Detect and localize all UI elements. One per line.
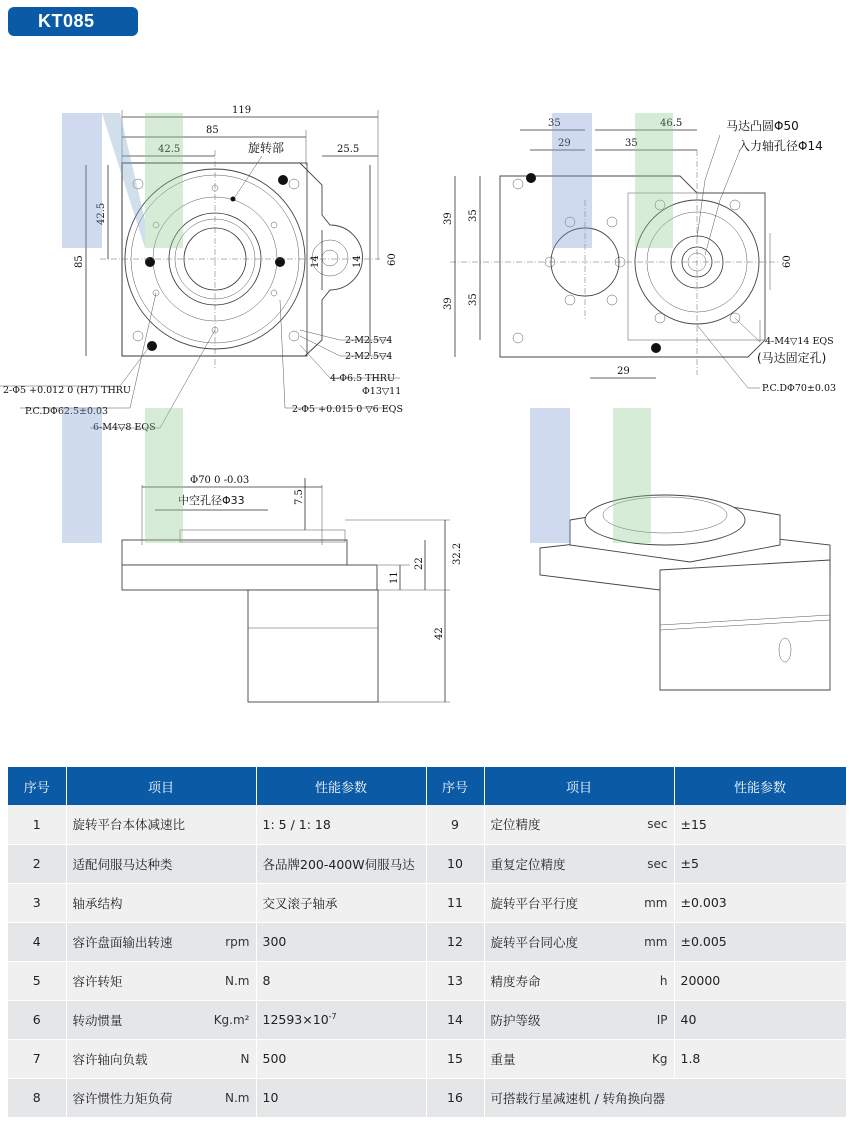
col-header-no-2: 序号 xyxy=(426,767,484,805)
row-value: 各品牌200-400W伺服马达 xyxy=(256,844,426,883)
label-rotary-part: 旋转部 xyxy=(248,141,285,155)
table-row xyxy=(8,1000,846,1039)
dim-35-top: 35 xyxy=(548,118,561,129)
dim-60: 60 xyxy=(387,253,398,266)
table-row xyxy=(8,883,846,922)
dim-42-5-v: 42.5 xyxy=(96,202,107,225)
dim-25-5: 25.5 xyxy=(337,144,360,155)
col-header-param-1: 性能参数 xyxy=(256,767,426,805)
col-header-item-1: 项目 xyxy=(66,767,256,805)
note-6-5-thru: 4-Φ6.5 THRU xyxy=(330,373,395,384)
row-item xyxy=(66,1000,256,1039)
item-unit: N.m xyxy=(225,973,250,988)
item-label: 容许惯性力矩负荷 xyxy=(72,1090,173,1106)
dim-35-a: 35 xyxy=(468,209,479,222)
dim-35-mid: 35 xyxy=(625,138,638,149)
table-row xyxy=(8,844,846,883)
dim-14-b: 14 xyxy=(352,255,363,268)
note-m4-14-eqs: 4-M4▽14 EQS xyxy=(765,336,834,347)
row-no: 16 xyxy=(426,1078,484,1117)
model-badge: KT085 xyxy=(8,7,138,36)
note-m2-5-b: 2-M2.5▽4 xyxy=(345,351,393,362)
inertia-exponent: -7 xyxy=(328,1011,337,1021)
item-unit: N.m xyxy=(225,1090,250,1105)
row-value: 1: 5 / 1: 18 xyxy=(256,805,426,844)
item-label: 轴承结构 xyxy=(72,895,123,911)
dim-22: 22 xyxy=(414,557,425,570)
item-unit: rpm xyxy=(225,934,250,949)
row-no: 3 xyxy=(8,883,66,922)
row-item xyxy=(66,1078,256,1117)
dim-32-2: 32.2 xyxy=(452,542,463,565)
table-row xyxy=(8,922,846,961)
row-no: 8 xyxy=(8,1078,66,1117)
item-label: 转动惯量 xyxy=(72,1012,123,1028)
row-no: 1 xyxy=(8,805,66,844)
inertia-value: 12593×10 xyxy=(262,1012,329,1028)
table-row xyxy=(8,805,846,844)
row-no: 6 xyxy=(8,1000,66,1039)
side-view xyxy=(443,118,836,394)
row-item xyxy=(484,1000,674,1039)
row-value: ±0.003 xyxy=(674,883,846,922)
item-unit: Kg xyxy=(652,1051,668,1066)
item-label: 旋转平台同心度 xyxy=(490,934,579,950)
table-row xyxy=(8,1078,846,1117)
dim-14-a: 14 xyxy=(310,255,321,268)
row-item xyxy=(484,961,674,1000)
dim-42-5: 42.5 xyxy=(158,144,181,155)
item-label: 容许盘面输出转速 xyxy=(72,934,173,950)
table-row xyxy=(8,961,846,1000)
dim-phi70: Φ70 0 -0.03 xyxy=(190,475,250,486)
row-value: 20000 xyxy=(674,961,846,1000)
front-view xyxy=(122,475,463,702)
col-header-param-2: 性能参数 xyxy=(674,767,846,805)
note-13-deep: Φ13▽11 xyxy=(362,386,402,397)
row-value: 500 xyxy=(256,1039,426,1078)
row-no: 2 xyxy=(8,844,66,883)
row-item xyxy=(484,1078,846,1117)
dim-29-top: 29 xyxy=(558,138,571,149)
row-value: 10 xyxy=(256,1078,426,1117)
row-item xyxy=(66,844,256,883)
item-unit: IP xyxy=(656,1012,668,1027)
col-header-item-2: 项目 xyxy=(484,767,674,805)
row-no: 9 xyxy=(426,805,484,844)
item-label: 重复定位精度 xyxy=(490,856,566,872)
row-no: 7 xyxy=(8,1039,66,1078)
row-no: 11 xyxy=(426,883,484,922)
table-header-row xyxy=(8,767,846,805)
row-no: 14 xyxy=(426,1000,484,1039)
spec-table xyxy=(8,767,847,1118)
top-view xyxy=(0,105,403,433)
item-label: 旋转平台本体减速比 xyxy=(72,817,186,833)
row-value: 1.8 xyxy=(674,1039,846,1078)
dim-39-b: 39 xyxy=(443,297,454,310)
item-label: 重量 xyxy=(490,1051,516,1067)
dim-85: 85 xyxy=(206,125,219,136)
item-label: 容许转矩 xyxy=(72,973,123,989)
row-value: 交叉滚子轴承 xyxy=(256,883,426,922)
row-value: 8 xyxy=(256,961,426,1000)
row-value xyxy=(256,1000,426,1039)
dim-29-bottom: 29 xyxy=(617,366,630,377)
note-dowel-thru: 2-Φ5 +0.012 0 (H7) THRU xyxy=(3,385,131,396)
table-row xyxy=(8,1039,846,1078)
row-no: 4 xyxy=(8,922,66,961)
row-no: 15 xyxy=(426,1039,484,1078)
row-item xyxy=(484,1039,674,1078)
item-label: 定位精度 xyxy=(490,817,541,833)
row-item xyxy=(484,844,674,883)
note-pcd-62-5: P.C.DΦ62.5±0.03 xyxy=(25,406,109,417)
note-pcd-70: P.C.DΦ70±0.03 xyxy=(762,383,837,394)
row-item xyxy=(66,961,256,1000)
dim-60-square: 60 xyxy=(782,255,793,268)
isometric-view xyxy=(540,495,830,690)
item-label: 容许轴向负载 xyxy=(72,1051,148,1067)
item-unit: mm xyxy=(644,895,668,910)
note-m4-eqs: 6-M4▽8 EQS xyxy=(93,422,156,433)
dim-85-v: 85 xyxy=(74,255,85,268)
row-item xyxy=(66,922,256,961)
callout-input-bore: 入力轴孔径Φ14 xyxy=(738,139,823,153)
row-value: 40 xyxy=(674,1000,846,1039)
row-item xyxy=(484,883,674,922)
dim-42: 42 xyxy=(434,627,445,640)
row-value: ±5 xyxy=(674,844,846,883)
item-unit: sec xyxy=(647,817,668,832)
item-unit: N xyxy=(240,1051,250,1066)
item-unit: h xyxy=(659,973,668,988)
dim-119: 119 xyxy=(232,105,252,116)
row-item xyxy=(484,922,674,961)
dim-hollow-33: 中空孔径Φ33 xyxy=(178,494,245,507)
row-value: ±15 xyxy=(674,805,846,844)
row-no: 10 xyxy=(426,844,484,883)
row-no: 12 xyxy=(426,922,484,961)
dim-35-b: 35 xyxy=(468,293,479,306)
item-label: 旋转平台平行度 xyxy=(490,895,579,911)
col-header-no-1: 序号 xyxy=(8,767,66,805)
note-motor-fix-holes: (马达固定孔) xyxy=(757,351,827,365)
dim-39-a: 39 xyxy=(443,212,454,225)
row-item xyxy=(484,805,674,844)
item-label: 精度寿命 xyxy=(490,973,541,989)
row-value: 300 xyxy=(256,922,426,961)
row-no: 13 xyxy=(426,961,484,1000)
item-unit: sec xyxy=(647,856,668,871)
item-label: 适配伺服马达种类 xyxy=(72,856,173,872)
callout-motor-boss: 马达凸圆Φ50 xyxy=(726,119,799,133)
dim-7-5: 7.5 xyxy=(294,489,305,505)
row-item xyxy=(66,883,256,922)
row-item xyxy=(66,1039,256,1078)
row-item xyxy=(66,805,256,844)
item-label: 可搭载行星减速机 / 转角换向器 xyxy=(490,1090,666,1106)
row-no: 5 xyxy=(8,961,66,1000)
note-dowel-eqs: 2-Φ5 +0.015 0 ▽6 EQS xyxy=(292,404,403,415)
item-unit: Kg.m² xyxy=(213,1012,250,1027)
dim-11: 11 xyxy=(389,571,400,584)
dim-46-5: 46.5 xyxy=(660,118,683,129)
row-value: ±0.005 xyxy=(674,922,846,961)
note-m2-5-a: 2-M2.5▽4 xyxy=(345,335,393,346)
item-unit: mm xyxy=(644,934,668,949)
item-label: 防护等级 xyxy=(490,1012,541,1028)
